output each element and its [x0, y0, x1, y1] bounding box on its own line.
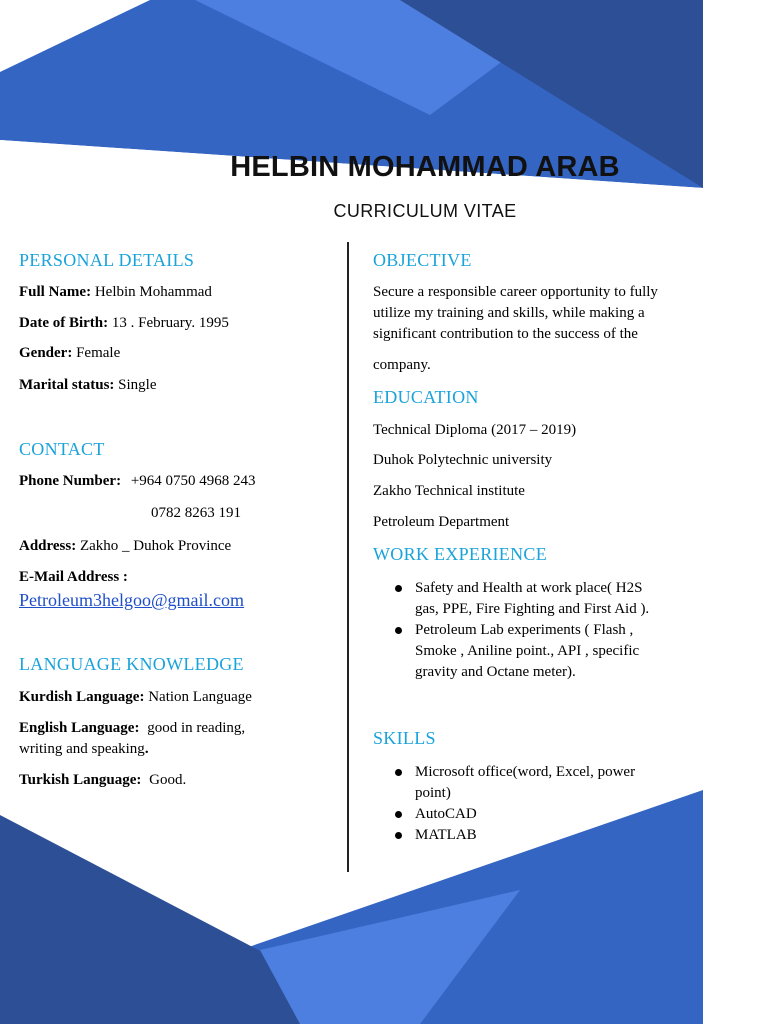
education-item: Technical Diploma (2017 – 2019)	[373, 422, 577, 438]
list-item: Petroleum Lab experiments ( Flash , Smoke , Aniline point., API , specific gravity and Octane meter).	[373, 620, 693, 683]
page-margin-strip	[703, 0, 768, 1024]
kurdish-label: Kurdish Language:	[19, 689, 145, 705]
list-item: AutoCAD	[373, 804, 693, 825]
marital-row	[19, 377, 157, 394]
candidate-name: HELBIN MOHAMMAD ARAB	[230, 151, 620, 183]
full-name-row	[19, 284, 212, 301]
english-period: .	[144, 741, 149, 757]
phone-value-1: +964 0750 4968 243	[130, 473, 256, 489]
full-name-label: Full Name:	[19, 284, 92, 300]
address-label: Address:	[19, 538, 77, 554]
work-experience-heading: WORK EXPERIENCE	[373, 544, 547, 564]
education-item: Zakho Technical institute	[373, 483, 525, 499]
work-experience-list	[373, 578, 693, 683]
objective-heading: OBJECTIVE	[373, 250, 472, 270]
dob-value: 13 . February. 1995	[111, 315, 229, 331]
objective-line-1: Secure a responsible career opportunity to fully	[373, 284, 658, 300]
english-value-1: good in reading,	[147, 720, 246, 736]
language-heading: LANGUAGE KNOWLEDGE	[19, 654, 244, 674]
turkish-row	[19, 772, 186, 789]
english-label: English Language:	[19, 720, 140, 736]
education-item: Duhok Polytechnic university	[373, 452, 553, 468]
phone-value-2: 0782 8263 191	[151, 505, 241, 521]
gender-value: Female	[76, 345, 121, 361]
objective-line-3: significant contribution to the success of the	[373, 326, 638, 342]
contact-heading: CONTACT	[19, 439, 105, 459]
gender-label: Gender:	[19, 345, 73, 361]
skills-list	[373, 762, 693, 846]
list-item: Microsoft office(word, Excel, power point)	[373, 762, 693, 804]
marital-value: Single	[118, 377, 157, 393]
email-label: E-Mail Address :	[19, 569, 128, 585]
turkish-label: Turkish Language:	[19, 772, 142, 788]
phone-label: Phone Number:	[19, 473, 122, 489]
kurdish-value: Nation Language	[148, 689, 252, 705]
address-value: Zakho _ Duhok Province	[79, 538, 232, 554]
dob-label: Date of Birth:	[19, 315, 109, 331]
column-divider	[347, 242, 349, 872]
kurdish-row	[19, 689, 252, 706]
turkish-value: Good.	[149, 772, 187, 788]
document-subtitle: CURRICULUM VITAE	[333, 201, 517, 221]
marital-label: Marital status:	[19, 377, 115, 393]
address-row	[19, 538, 231, 555]
list-item: Safety and Health at work place( H2S gas, PPE, Fire Fighting and First Aid ).	[373, 578, 693, 620]
dob-row	[19, 315, 229, 332]
objective-line-2: utilize my training and skills, while making a	[373, 305, 645, 321]
english-row	[19, 720, 245, 737]
objective-line-4: company.	[373, 357, 431, 373]
english-value-2: writing and speaking	[19, 741, 145, 757]
english-value-2-row	[19, 741, 149, 758]
personal-details-heading: PERSONAL DETAILS	[19, 250, 195, 270]
list-item: MATLAB	[373, 825, 693, 846]
full-name-value: Helbin Mohammad	[94, 284, 212, 300]
phone-row	[19, 473, 256, 490]
gender-row	[19, 345, 120, 362]
skills-heading: SKILLS	[373, 728, 436, 748]
email-link[interactable]: Petroleum3helgoo@gmail.com	[19, 590, 245, 610]
education-heading: EDUCATION	[373, 387, 479, 407]
education-item: Petroleum Department	[373, 514, 510, 530]
